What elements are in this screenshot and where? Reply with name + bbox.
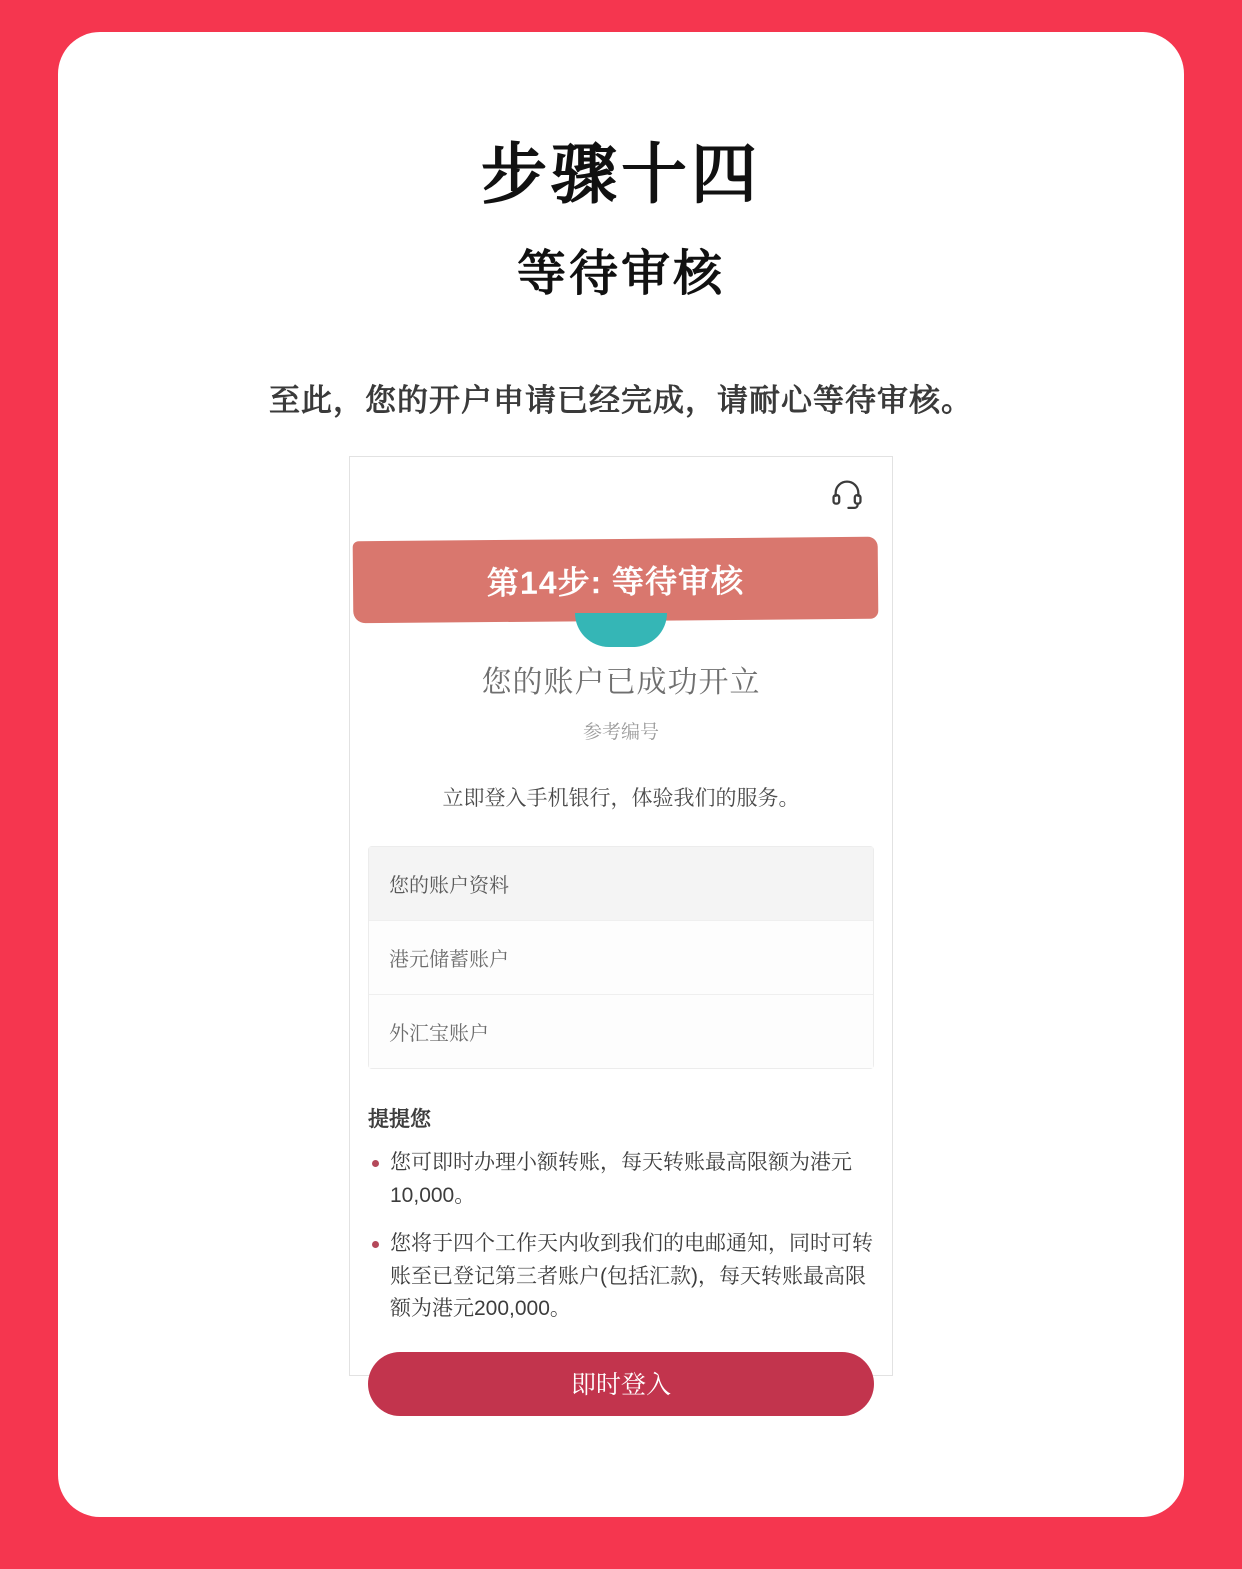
lead-paragraph: 至此，您的开户申请已经完成，请耐心等待审核。 bbox=[269, 383, 973, 419]
page-subtitle: 等待审核 bbox=[516, 246, 725, 301]
list-item: 您将于四个工作天内收到我们的电邮通知，同时可转账至已登记第三者账户(包括汇款)，每天转账最高限额为港元200,000。 bbox=[368, 1228, 874, 1326]
screenshot-topbar bbox=[350, 457, 892, 529]
notice-title: 提提您 bbox=[368, 1108, 431, 1131]
step-banner-label: 第14步: 等待审核 bbox=[486, 562, 745, 602]
step-banner bbox=[353, 537, 879, 624]
step-banner-wrap bbox=[350, 539, 892, 635]
list-item[interactable]: 外汇宝账户 bbox=[369, 994, 873, 1068]
list-item[interactable]: 港元储蓄账户 bbox=[369, 920, 873, 994]
login-hint-text: 立即登入手机银行，体验我们的服务。 bbox=[442, 787, 800, 810]
account-panel-header: 您的账户资料 bbox=[369, 847, 873, 920]
success-illustration bbox=[575, 613, 667, 647]
success-title: 您的账户已成功开立 bbox=[481, 666, 761, 699]
notice-list bbox=[368, 1147, 874, 1326]
account-info-panel bbox=[368, 846, 874, 1069]
headset-icon[interactable] bbox=[830, 476, 864, 510]
phone-screenshot bbox=[349, 456, 893, 1399]
page-title: 步骤十四 bbox=[481, 137, 761, 211]
content-card bbox=[58, 32, 1184, 1517]
login-now-button[interactable]: 即时登入 bbox=[368, 1352, 874, 1416]
reference-number-label: 参考编号 bbox=[582, 722, 659, 743]
list-item: 您可即时办理小额转账，每天转账最高限额为港元10,000。 bbox=[368, 1147, 874, 1212]
